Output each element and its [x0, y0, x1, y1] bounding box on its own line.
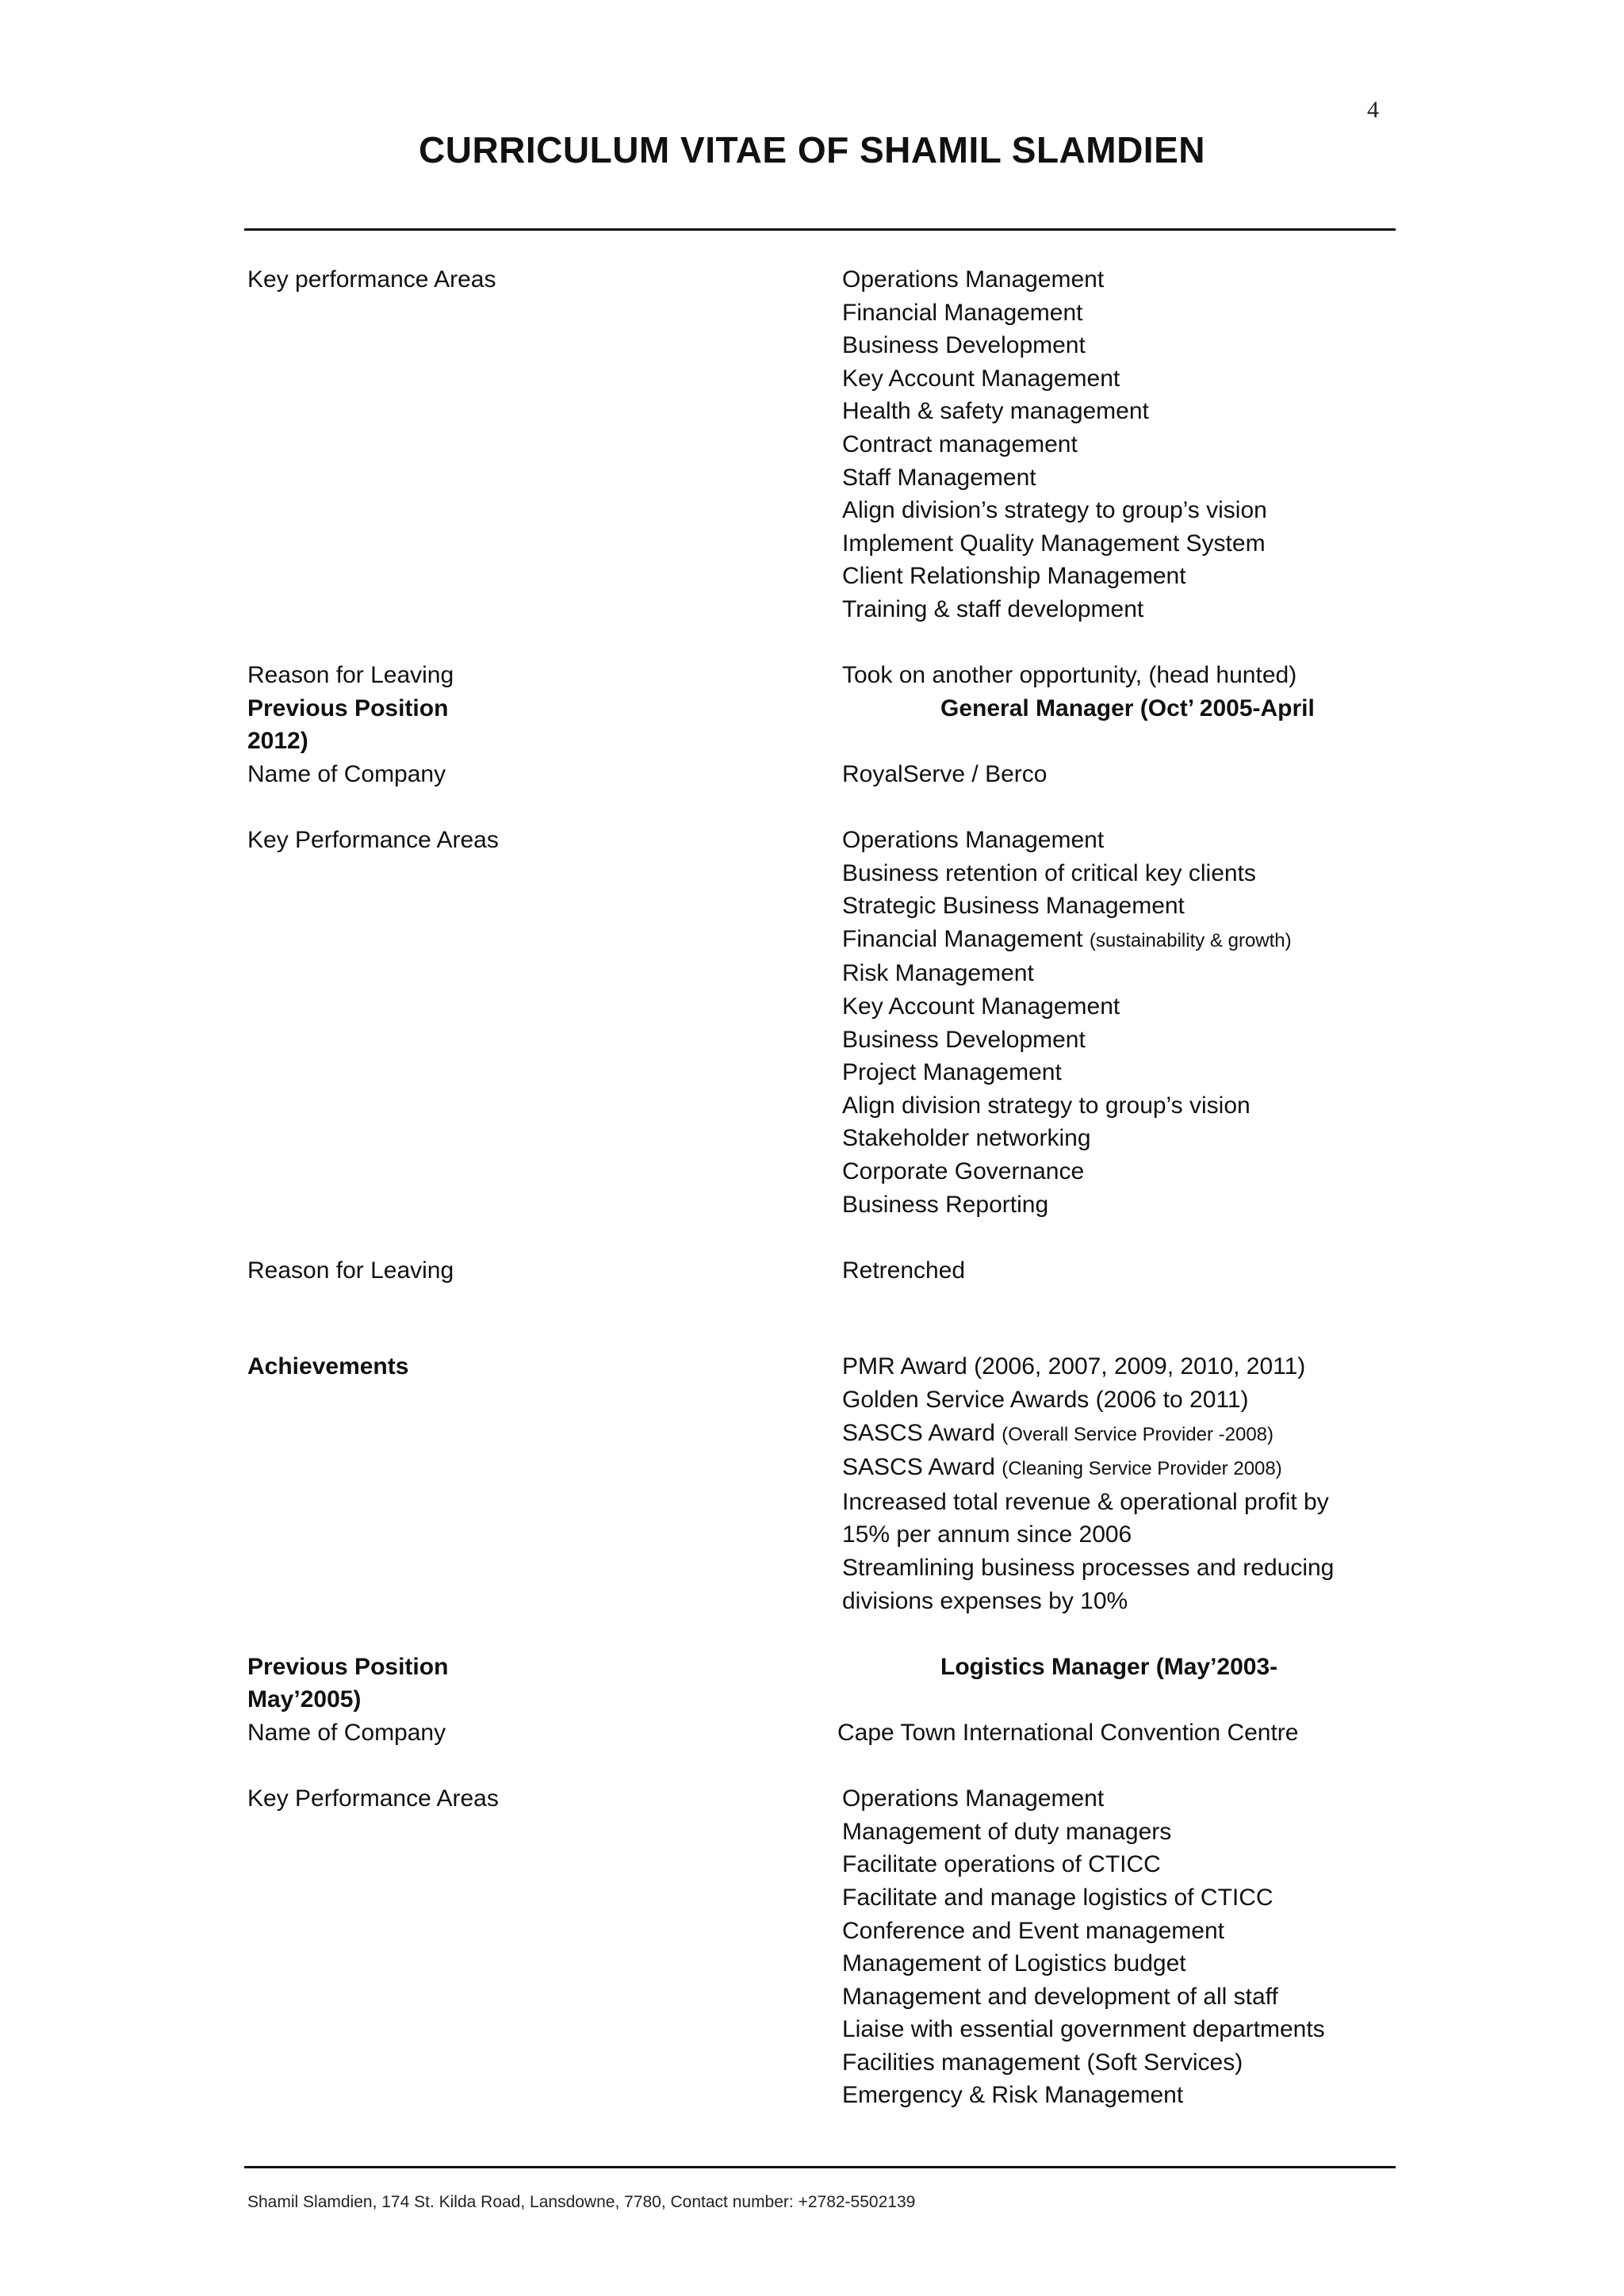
- kpa-item: Health & safety management: [842, 398, 1149, 425]
- kpa-item: Management and development of all staff: [842, 1983, 1278, 2010]
- kpa-item: Facilitate operations of CTICC: [842, 1851, 1161, 1878]
- achievement-text: PMR Award (2006, 2007, 2009, 2010, 2011): [842, 1353, 1306, 1380]
- kpa-item: Align division’s strategy to group’s vision: [842, 497, 1267, 524]
- kpa-note: (sustainability & growth): [1089, 929, 1292, 951]
- previous-position-label: Previous Position: [247, 695, 449, 721]
- document-title: CURRICULUM VITAE OF SHAMIL SLAMDIEN: [419, 129, 1205, 170]
- kpa-item: Corporate Governance: [842, 1158, 1085, 1185]
- achievement-text: Golden Service Awards (2006 to 2011): [842, 1387, 1249, 1413]
- kpa-item: Operations Management: [842, 266, 1105, 293]
- achievement-item: [842, 1451, 1373, 1486]
- previous-position-label: Previous Position: [247, 1653, 449, 1680]
- achievement-item: [842, 1383, 1373, 1417]
- kpa-label: Key Performance Areas: [247, 1785, 499, 1812]
- footer-contact: Shamil Slamdien, 174 St. Kilda Road, Lansdowne, 7780, Contact number: +2782-5502139: [247, 2193, 916, 2211]
- kpa-item: Liaise with essential government departments: [842, 2016, 1325, 2043]
- achievements-row: [247, 1350, 1373, 1617]
- kpa-item: Project Management: [842, 1059, 1062, 1086]
- kpa-item: Conference and Event management: [842, 1917, 1224, 1944]
- cv-body: [247, 263, 1373, 2112]
- kpa-item: Key Account Management: [842, 993, 1120, 1020]
- kpa-item: Business retention of critical key clients: [842, 859, 1256, 886]
- company-row: [247, 1716, 1373, 1750]
- kpa-item: Stakeholder networking: [842, 1125, 1091, 1152]
- achievement-item: [842, 1350, 1373, 1383]
- kpa-item: Align division strategy to group’s vision: [842, 1092, 1251, 1119]
- achievement-item: [842, 1417, 1373, 1452]
- company-row: [247, 758, 1373, 791]
- achievement-item: [842, 1552, 1373, 1617]
- footer-divider: [244, 2166, 1396, 2168]
- kpa-item: Financial Management (sustainability & growth): [842, 925, 1292, 952]
- kpa-item: Key Account Management: [842, 365, 1120, 392]
- kpa-label: Key performance Areas: [247, 266, 496, 293]
- company-value: RoyalServe / Berco: [842, 760, 1048, 787]
- kpa-item: Staff Management: [842, 464, 1036, 491]
- kpa-item: Training & staff development: [842, 595, 1144, 622]
- company-label: Name of Company: [247, 1719, 446, 1746]
- kpa-item: Business Development: [842, 332, 1086, 359]
- position-title: General Manager (Oct’ 2005-April: [940, 695, 1315, 721]
- achievement-text: Increased total revenue & operational profit by 15% per annum since 2006: [842, 1488, 1329, 1548]
- kpa-item: Implement Quality Management System: [842, 530, 1266, 557]
- reason-value: Took on another opportunity, (head hunted): [842, 662, 1297, 689]
- previous-position-logistics-manager: [247, 1651, 1373, 1716]
- achievement-item: [842, 1486, 1373, 1552]
- reason-row-current: [247, 659, 1373, 692]
- position-title: Logistics Manager (May’2003-: [940, 1653, 1278, 1680]
- reason-label: Reason for Leaving: [247, 1257, 454, 1284]
- kpa-item: Management of Logistics budget: [842, 1950, 1186, 1977]
- achievement-note: (Cleaning Service Provider 2008): [1002, 1458, 1282, 1480]
- achievements-label: Achievements: [247, 1353, 409, 1380]
- header-divider: [244, 228, 1396, 231]
- kpa-item: Emergency & Risk Management: [842, 2082, 1184, 2109]
- previous-position-general-manager: [247, 692, 1373, 758]
- kpa-list: [842, 1782, 1373, 2112]
- kpa-row-general-manager: [247, 824, 1373, 1221]
- reason-value: Retrenched: [842, 1257, 966, 1284]
- company-label: Name of Company: [247, 760, 446, 787]
- kpa-item: Business Reporting: [842, 1191, 1049, 1218]
- kpa-item: Facilities management (Soft Services): [842, 2049, 1243, 2076]
- kpa-item: Operations Management: [842, 1785, 1105, 1812]
- kpa-list: [842, 263, 1373, 626]
- page-number: 4: [1367, 97, 1379, 123]
- kpa-item: Financial Management: [842, 299, 1083, 326]
- achievements-list: [842, 1350, 1373, 1617]
- reason-row-general-manager: [247, 1254, 1373, 1288]
- reason-label: Reason for Leaving: [247, 662, 454, 689]
- kpa-item: Business Development: [842, 1026, 1086, 1053]
- achievement-text: Streamlining business processes and reducing divisions expenses by 10%: [842, 1554, 1335, 1614]
- kpa-list: [842, 824, 1373, 1221]
- position-title-continued: May’2005): [247, 1686, 362, 1713]
- achievement-note: (Overall Service Provider -2008): [1002, 1423, 1274, 1445]
- kpa-label: Key Performance Areas: [247, 827, 499, 854]
- kpa-item: Facilitate and manage logistics of CTICC: [842, 1884, 1274, 1911]
- kpa-item: Management of duty managers: [842, 1818, 1172, 1845]
- achievement-text: SASCS Award: [842, 1419, 1002, 1446]
- kpa-item: Risk Management: [842, 960, 1034, 987]
- kpa-row-current: [247, 263, 1373, 626]
- kpa-item: Client Relationship Management: [842, 563, 1186, 590]
- kpa-item: Operations Management: [842, 827, 1105, 854]
- kpa-item: Strategic Business Management: [842, 893, 1185, 920]
- kpa-item: Contract management: [842, 430, 1078, 457]
- position-title-continued: 2012): [247, 728, 308, 755]
- company-value: Cape Town International Convention Centre: [837, 1719, 1299, 1746]
- achievement-text: SASCS Award: [842, 1454, 1002, 1481]
- kpa-row-logistics-manager: [247, 1782, 1373, 2112]
